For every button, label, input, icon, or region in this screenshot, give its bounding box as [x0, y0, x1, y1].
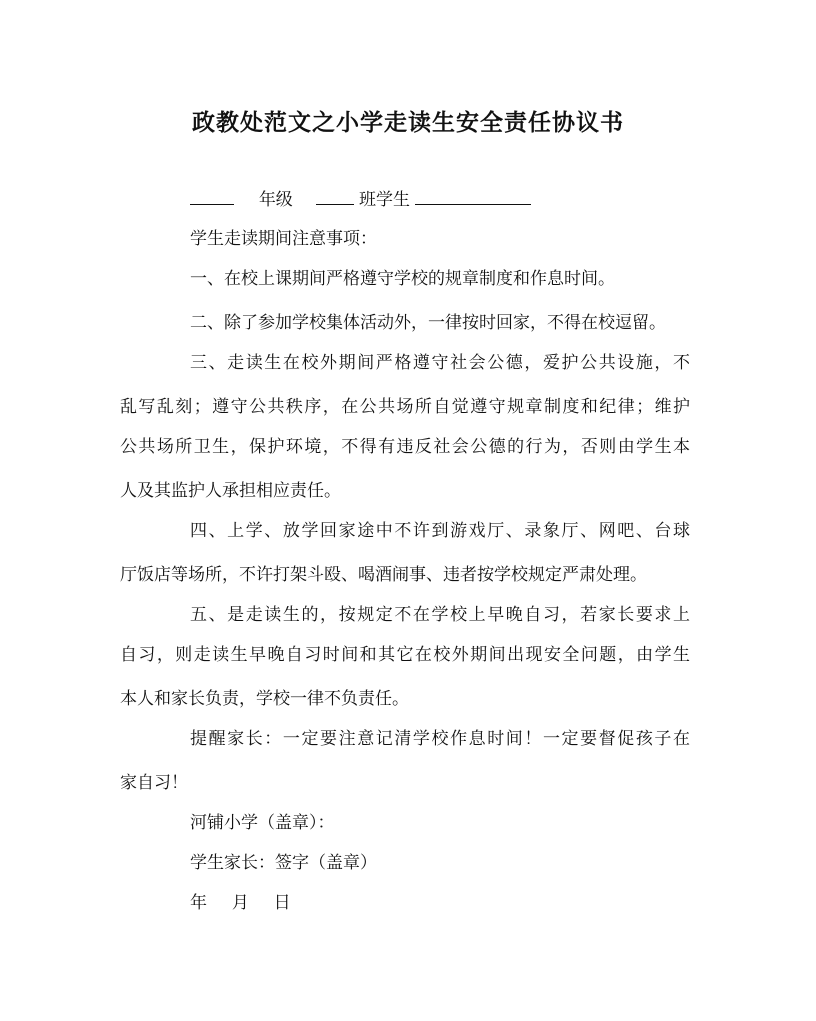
item-5-line-3: 本人和家长负责，学校一律不负责任。 — [120, 689, 409, 709]
item-5-line-2: 自习，则走读生早晚自习时间和其它在校外期间出现安全问题，由学生 — [120, 645, 690, 665]
class-student-label: 班学生 — [359, 190, 411, 210]
date-line — [190, 890, 291, 916]
item-1-line-1: 一、在校上课期间严格遵守学校的规章制度和作息时间。 — [190, 269, 615, 289]
grade-blank[interactable] — [190, 186, 234, 205]
item-4-line-1: 四、上学、放学回家途中不许到游戏厅、录象厅、网吧、台球 — [190, 521, 690, 541]
grade-label: 年级 — [258, 190, 293, 210]
reminder-line-2: 家自习！ — [120, 773, 188, 793]
item-3-line-2: 乱写乱刻；遵守公共秩序，在公共场所自觉遵守规章制度和纪律；维护 — [120, 397, 690, 417]
school-seal-line: 河铺小学（盖章）： — [190, 813, 335, 833]
student-name-blank[interactable] — [415, 186, 531, 205]
date-month-label: 月 — [231, 893, 249, 913]
class-blank[interactable] — [316, 186, 354, 205]
item-3-line-3: 公共场所卫生，保护环境，不得有违反社会公德的行为，否则由学生本 — [120, 437, 690, 457]
notice-heading: 学生走读期间注意事项： — [190, 229, 377, 249]
item-4-line-2: 厅饭店等场所，不许打架斗殴、喝酒闹事、违者按学校规定严肃处理。 — [120, 565, 647, 585]
grade-class-student-line — [190, 186, 531, 213]
date-day-label: 日 — [273, 893, 291, 913]
item-3-line-1: 三、走读生在校外期间严格遵守社会公德，爱护公共设施，不 — [190, 353, 690, 373]
item-5-line-1: 五、是走读生的，按规定不在学校上早晚自习，若家长要求上 — [190, 605, 690, 625]
item-3-line-4: 人及其监护人承担相应责任。 — [120, 481, 341, 501]
item-2-line-1: 二、除了参加学校集体活动外，一律按时回家，不得在校逗留。 — [190, 313, 666, 333]
date-year-label: 年 — [190, 893, 207, 913]
parent-signature-line: 学生家长：签字（盖章） — [190, 853, 377, 873]
reminder-line-1: 提醒家长：一定要注意记清学校作息时间！一定要督促孩子在 — [190, 729, 690, 749]
document-title: 政教处范文之小学走读生安全责任协议书 — [192, 109, 624, 136]
